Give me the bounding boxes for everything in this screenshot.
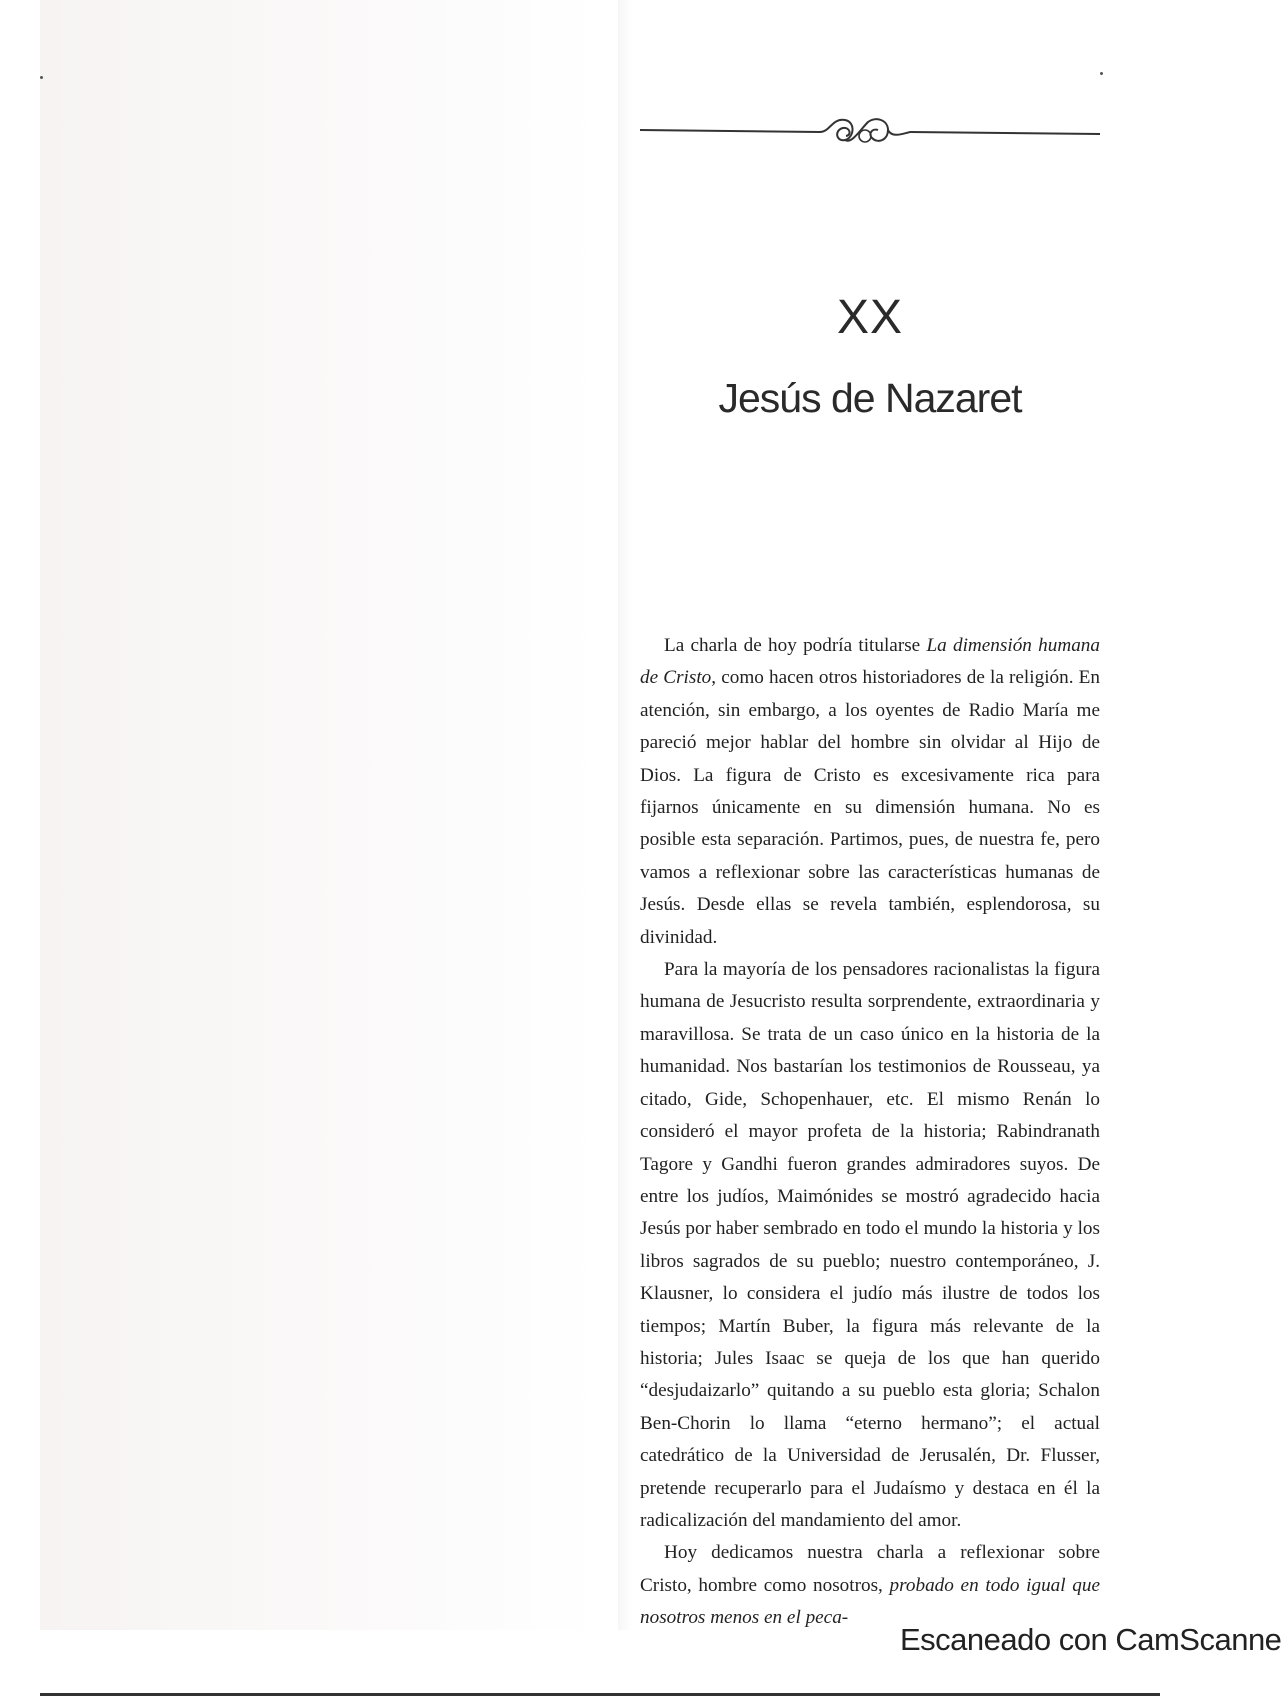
paragraph-text: Para la mayoría de los pensadores racionalistas la figura humana de Jesucristo resulta sorprendente, extraordinaria y maravillosa. Se trata de un caso único en la historia de la humanidad. Nos bastarían los testimonios de Rousseau, ya citado, Gide, Schopenhauer, etc. El mismo Renán lo consideró el mayor profeta de la historia; Rabindranath Tagore y Gandhi fueron grandes admiradores suyos. De entre los judíos, Maimónides se mostró agradecido hacia Jesús por haber sembrado en todo el mundo la historia y los libros sagrados de su pueblo; nuestro contemporáneo, J. Klausner, lo considera el judío más ilustre de todos los tiempos; Martín Buber, la figura más relevante de la historia; Jules Isaac se queja de los que han querido “desjudaizarlo” quitando a su pueblo esta gloria; Schalon Ben-Chorin lo llama “eterno hermano”; el actual catedrático de la Universidad de Jerusalén, Dr. Flusser, pretende recuperarlo para el Judaísmo y destaca en él la radicalización del mandamiento del amor. [640, 959, 1100, 1531]
body-paragraph-2 [640, 954, 1100, 1537]
paragraph-text: La charla de hoy podría titularse [664, 635, 927, 656]
body-paragraph-3 [640, 1537, 1100, 1634]
scan-speck [1100, 72, 1103, 75]
chapter-number: XX [836, 291, 904, 344]
scan-speck [40, 76, 43, 79]
paragraph-italic-text: probado en todo igual que nosotros menos en el peca- [640, 1574, 1100, 1629]
paragraph-italic-text: La dimensión humana de Cristo [640, 635, 1100, 689]
chapter-ornament-divider [640, 108, 1100, 156]
paragraph-text: Hoy dedicamos nuestra charla a reflexionar sobre Cristo, hombre como nosotros, [640, 1542, 1100, 1596]
body-paragraph-1 [640, 630, 1100, 954]
scanner-watermark: Escaneado con CamScanne [900, 1622, 1281, 1657]
book-spine-shadow [618, 0, 632, 1630]
chapter-title: Jesús de Nazaret [718, 375, 1022, 421]
scan-shadow-left-page [40, 0, 600, 1630]
chapter-body [640, 630, 1100, 1635]
paragraph-text: , como hacen otros historiadores de la religión. En atención, sin embargo, a los oyentes de Radio María me pareció mejor hablar del hombre sin olvidar al Hijo de Dios. La figura de Cristo es excesivamente rica para fijarnos únicamente en su dimensión humana. No es posible esta separación. Partimos, pues, de nuestra fe, pero vamos a reflexionar sobre las características humanas de Jesús. Desde ellas se revela también, esplendorosa, su divinidad. [640, 667, 1100, 948]
bottom-border-line [40, 1693, 1160, 1696]
